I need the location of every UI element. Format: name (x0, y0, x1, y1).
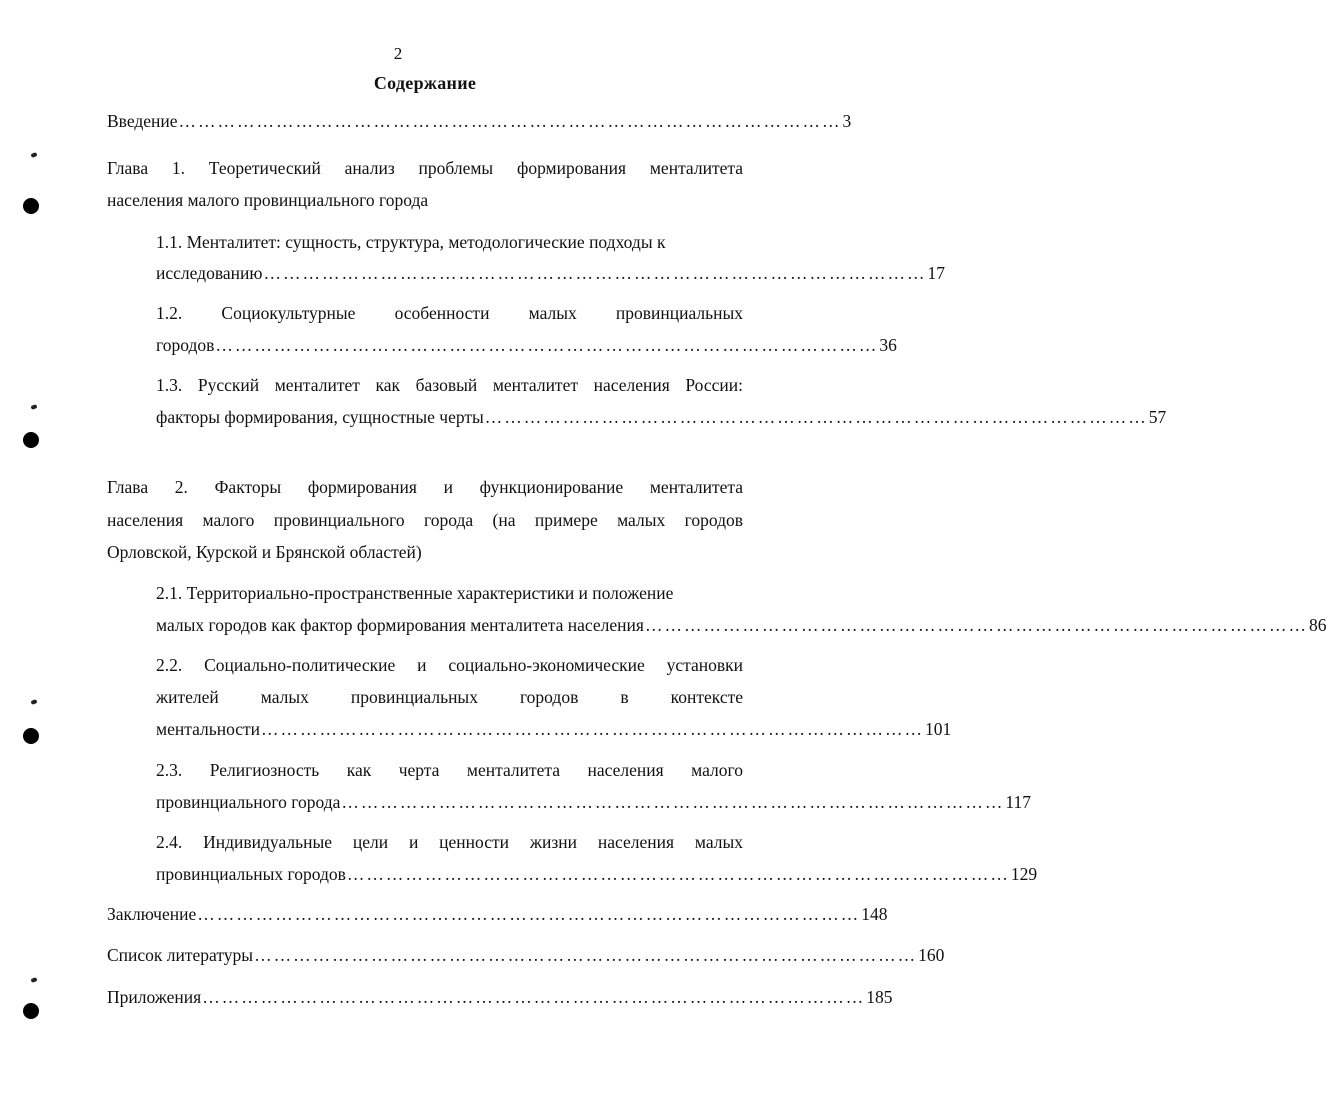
toc-section-label: городов (156, 335, 215, 355)
toc-section-1-2-line-1[interactable]: 1.2. Социокультурные особенности малых провинциальных (156, 303, 743, 323)
leader-dots: ………………………………………………………………………………………… (263, 263, 927, 283)
toc-chapter-2-line-1[interactable]: Глава 2. Факторы формирования и функционирование менталитета (107, 477, 743, 497)
toc-section-1-3-line-2[interactable] (156, 406, 1167, 428)
toc-section-page: 117 (1005, 792, 1031, 812)
binder-hole (23, 198, 39, 214)
scan-speck (30, 977, 37, 983)
toc-section-2-3-line-2[interactable] (156, 791, 1031, 813)
toc-section-label: ментальности (156, 719, 261, 739)
toc-section-label: провинциального города (156, 792, 341, 812)
toc-section-2-1-line-1[interactable]: 2.1. Территориально-пространственные характеристики и положение (156, 583, 674, 603)
toc-conclusion[interactable] (107, 903, 888, 925)
toc-section-1-3-line-1[interactable]: 1.3. Русский менталитет как базовый менталитет населения России: (156, 375, 743, 395)
toc-section-1-1-line-2[interactable] (156, 262, 945, 284)
toc-section-page: 36 (879, 335, 897, 355)
page-title: Содержание (373, 73, 477, 93)
toc-section-2-3-line-1[interactable]: 2.3. Религиозность как черта менталитета населения малого (156, 760, 743, 780)
toc-bibliography-page: 160 (918, 945, 945, 965)
toc-section-label: исследованию (156, 263, 263, 283)
binder-hole (23, 432, 39, 448)
toc-section-2-2-line-3[interactable] (156, 718, 952, 740)
toc-section-2-2-line-2[interactable]: жителей малых провинциальных городов в контексте (156, 687, 743, 707)
page-number: 2 (393, 44, 403, 63)
toc-section-label: факторы формирования, сущностные черты (156, 407, 484, 427)
scan-speck (30, 404, 37, 410)
toc-section-2-1-line-2[interactable] (156, 614, 1326, 636)
toc-section-1-1-line-1[interactable]: 1.1. Менталитет: сущность, структура, методологические подходы к (156, 232, 666, 252)
scan-speck (30, 152, 37, 158)
toc-intro[interactable] (107, 110, 852, 132)
toc-section-1-2-line-2[interactable] (156, 334, 897, 356)
toc-section-page: 17 (927, 263, 945, 283)
toc-section-2-2-line-1[interactable]: 2.2. Социально-политические и социально-экономические установки (156, 655, 743, 675)
toc-appendices-page: 185 (866, 987, 893, 1007)
toc-conclusion-page: 148 (861, 904, 888, 924)
toc-section-page: 101 (925, 719, 952, 739)
toc-appendices[interactable] (107, 986, 893, 1008)
binder-hole (23, 728, 39, 744)
leader-dots: ………………………………………………………………………………………… (341, 792, 1005, 812)
leader-dots: ………………………………………………………………………………………… (484, 407, 1148, 427)
toc-chapter-2-line-2[interactable]: населения малого провинциального города (на примере малых городов (107, 510, 743, 530)
leader-dots: ………………………………………………………………………………………… (178, 111, 842, 131)
leader-dots: ………………………………………………………………………………………… (254, 945, 918, 965)
leader-dots: ………………………………………………………………………………………… (644, 615, 1308, 635)
toc-section-page: 86 (1308, 615, 1326, 635)
toc-chapter-1-line-2[interactable]: населения малого провинциального города (107, 190, 429, 210)
toc-chapter-1-line-1[interactable]: Глава 1. Теоретический анализ проблемы формирования менталитета (107, 158, 743, 178)
toc-section-label: провинциальных городов (156, 864, 346, 884)
toc-intro-label: Введение (107, 111, 178, 131)
toc-bibliography[interactable] (107, 944, 945, 966)
leader-dots: ………………………………………………………………………………………… (346, 864, 1010, 884)
toc-section-2-4-line-1[interactable]: 2.4. Индивидуальные цели и ценности жизни населения малых (156, 832, 743, 852)
toc-chapter-2-line-3[interactable]: Орловской, Курской и Брянской областей) (107, 542, 422, 562)
binder-hole (23, 1003, 39, 1019)
toc-section-2-4-line-2[interactable] (156, 863, 1038, 885)
toc-section-label: малых городов как фактор формирования менталитета населения (156, 615, 644, 635)
leader-dots: ………………………………………………………………………………………… (215, 335, 879, 355)
leader-dots: ………………………………………………………………………………………… (202, 987, 866, 1007)
toc-conclusion-label: Заключение (107, 904, 197, 924)
toc-intro-page: 3 (842, 111, 852, 131)
scan-speck (30, 699, 37, 705)
toc-appendices-label: Приложения (107, 987, 202, 1007)
toc-section-page: 129 (1010, 864, 1038, 884)
leader-dots: ………………………………………………………………………………………… (261, 719, 925, 739)
toc-section-page: 57 (1148, 407, 1167, 427)
toc-bibliography-label: Список литературы (107, 945, 254, 965)
leader-dots: ………………………………………………………………………………………… (197, 904, 861, 924)
